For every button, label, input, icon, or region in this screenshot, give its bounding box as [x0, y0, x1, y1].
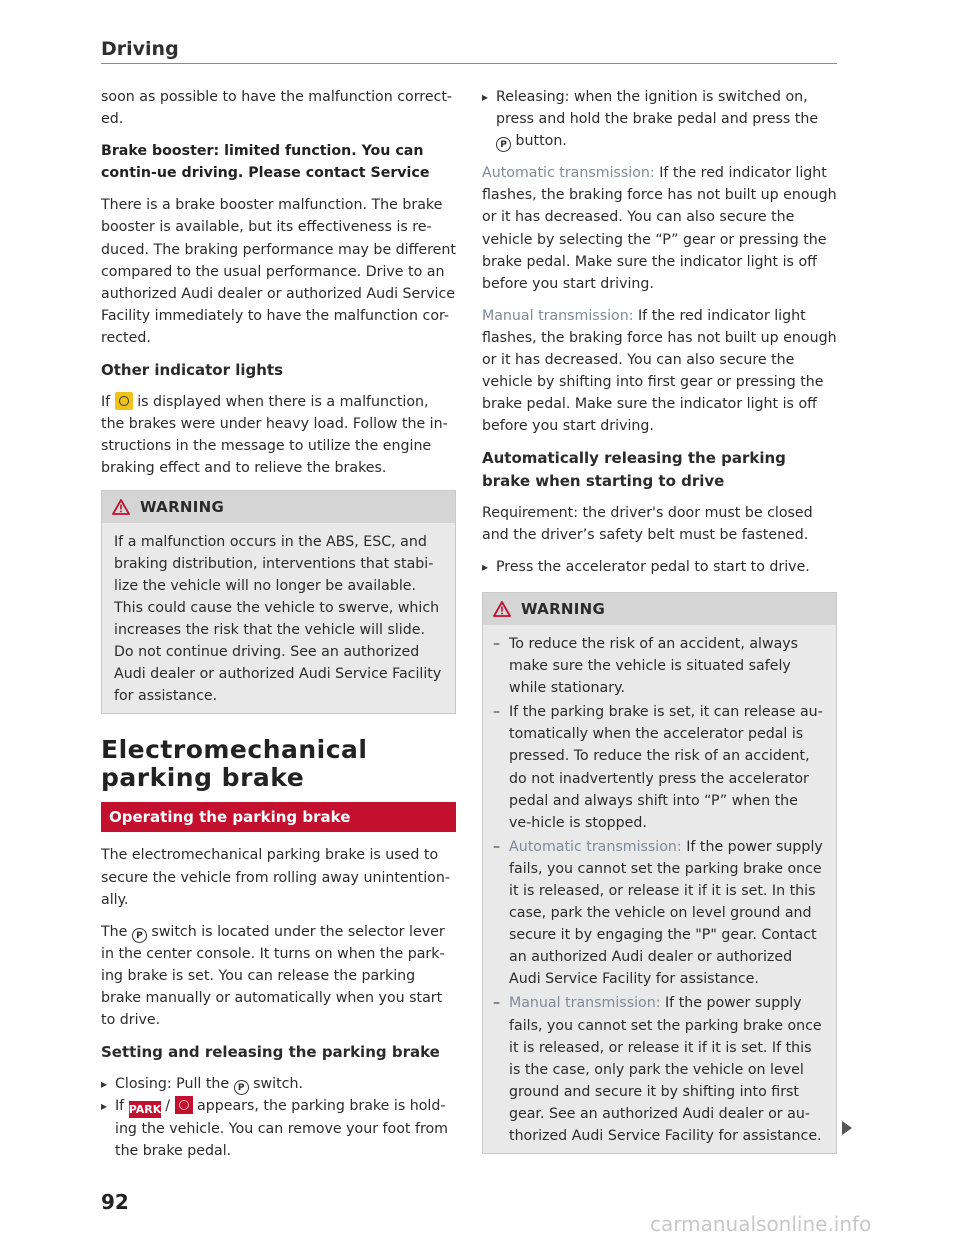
intro-paragraph: soon as possible to have the malfunction correct-ed.: [101, 89, 453, 128]
manual-transmission-label: Manual transmission:: [482, 307, 634, 324]
warning-header: [102, 491, 455, 523]
parking-switch-icon: P: [132, 928, 147, 943]
park-text-end: appears, the parking brake is hold-ing the vehicle. You can remove your foot from the brake pedal.: [115, 1098, 448, 1160]
other-text-start: If: [101, 394, 111, 411]
switch-text-end: switch is located under the selector lever in the center console. It turns on when the park-ing brake is set. You can release the parking brake manually or automatically when you start to drive.: [101, 923, 445, 1029]
park-indicator-icon: PARK: [128, 1103, 162, 1117]
park-slash: /: [165, 1098, 170, 1115]
park-text-start: If: [115, 1098, 125, 1115]
parking-brake-intro: The electromechanical parking brake is used to secure the vehicle from rolling away unintention-ally.: [101, 847, 450, 908]
manual-transmission-text: If the red indicator light flashes, the braking force has not built up enough or it has decreased. You can also secure the vehicle by shifting into first gear or pressing the brake pedal. Make sure the indicator light is off before you start driving.: [482, 307, 837, 435]
page-number: 92: [101, 1190, 129, 1214]
watermark: carmanualsonline.info: [650, 1212, 872, 1236]
heading-auto-release: Automatically releasing the parking brake when starting to drive: [482, 449, 786, 490]
releasing-text-start: Releasing: when the ignition is switched on, press and hold the brake pedal and press the: [496, 89, 819, 128]
parking-switch-icon: P: [234, 1080, 249, 1095]
warning-item: [485, 836, 824, 991]
section-title: Electromechanical parking brake: [101, 735, 368, 793]
heading-setting-releasing: Setting and releasing the parking brake: [101, 1043, 440, 1062]
other-text-end: is displayed when there is a malfunction, the brakes were under heavy load. Follow the in-structions in the message to utilize the engine braking effect and to relieve the brakes.: [101, 394, 448, 477]
automatic-transmission-label: Automatic transmission:: [482, 165, 655, 182]
warning-body: [102, 523, 455, 714]
warning-item: – To reduce the risk of an accident, always make sure the vehicle is situated safely while stationary.: [485, 633, 824, 699]
continue-arrow-icon: [842, 1121, 852, 1135]
bullet-releasing: [482, 86, 837, 152]
automatic-transmission-label: Automatic transmission:: [509, 838, 682, 855]
warning-title: WARNING: [140, 497, 225, 516]
header-divider: [101, 63, 837, 64]
right-column: [482, 86, 837, 1168]
warning-item: [485, 992, 824, 1147]
manual-transmission-paragraph: [482, 305, 837, 438]
warning-box-abs: [101, 490, 456, 715]
bullet-closing: [101, 1073, 456, 1095]
automatic-transmission-text: If the red indicator light flashes, the braking force has not built up enough or it has decreased. You can also secure the vehicle by selecting the “P” gear or pressing the brake pedal. Make sure the indicator light is off before you start driving.: [482, 165, 837, 292]
brake-booster-paragraph: There is a brake booster malfunction. The brake booster is available, but its effectiveness is re-duced. The braking performance may be different compared to the usual performance. Drive to an authorized Audi dealer or authorized Audi Service Facility immediately to have the malfunction cor-rected.: [101, 197, 456, 346]
warning-box-parking: [482, 592, 837, 1154]
subsection-title-bar: Operating the parking brake: [101, 802, 456, 832]
parking-switch-icon: P: [496, 137, 511, 152]
warning-text: If a malfunction occurs in the ABS, ESC, and braking distribution, interventions that stabi-lize the vehicle will no longer be available. This could cause the vehicle to swerve, which increases the risk that the vehicle will slide. Do not continue driving. See an authorized Audi dealer or authorized Audi Service Facility for assistance.: [114, 533, 442, 705]
switch-text-start: The: [101, 923, 128, 940]
warning-item-text: If the power supply fails, you cannot set the parking brake once it is released, or release it if it is set. In this case, park the vehicle on level ground and secure it by engaging the "P" gear. Contact an authorized Audi dealer or authorized Audi Service Facility for assistance.: [509, 838, 823, 988]
page-header-title: Driving: [101, 38, 179, 60]
warning-triangle-icon: [493, 601, 511, 617]
other-indicator-paragraph: [101, 391, 456, 479]
warning-item-text: If the power supply fails, you cannot set the parking brake once it is released, or release it if it is set. If this is the case, only park the vehicle on level ground and secure it by shifting into first gear. See an authorized Audi dealer or au-thorized Audi Service Facility for assistance.: [509, 995, 822, 1145]
warning-item: – If the parking brake is set, it can release au-tomatically when the accelerator pedal is pressed. To reduce the risk of an accident, do not inadvertently press the accelerator pedal and always shift into “P” when the ve-hicle is stopped.: [485, 701, 824, 834]
warning-title: WARNING: [521, 599, 606, 618]
warning-body: [483, 625, 836, 1153]
bullet-press-accelerator: ▸ Press the accelerator pedal to start to drive.: [482, 556, 837, 578]
manual-transmission-label: Manual transmission:: [509, 995, 661, 1012]
automatic-transmission-paragraph: [482, 162, 837, 295]
bullet-park-indicator: [101, 1095, 456, 1162]
requirement-paragraph: Requirement: the driver's door must be closed and the driver’s safety belt must be fastened.: [482, 504, 813, 543]
warning-header: [483, 593, 836, 625]
brake-indicator-red-icon: [175, 1096, 193, 1114]
left-column: [101, 86, 456, 1163]
closing-text-end: switch.: [253, 1076, 303, 1093]
closing-text-start: Closing: Pull the: [115, 1076, 230, 1093]
heading-brake-booster: Brake booster: limited function. You can contin-ue driving. Please contact Service: [101, 143, 430, 182]
brake-indicator-yellow-icon: [115, 392, 133, 410]
heading-other-indicator-lights: Other indicator lights: [101, 361, 283, 380]
releasing-text-end: button.: [515, 133, 567, 150]
switch-location-paragraph: [101, 921, 456, 1031]
warning-triangle-icon: [112, 499, 130, 515]
